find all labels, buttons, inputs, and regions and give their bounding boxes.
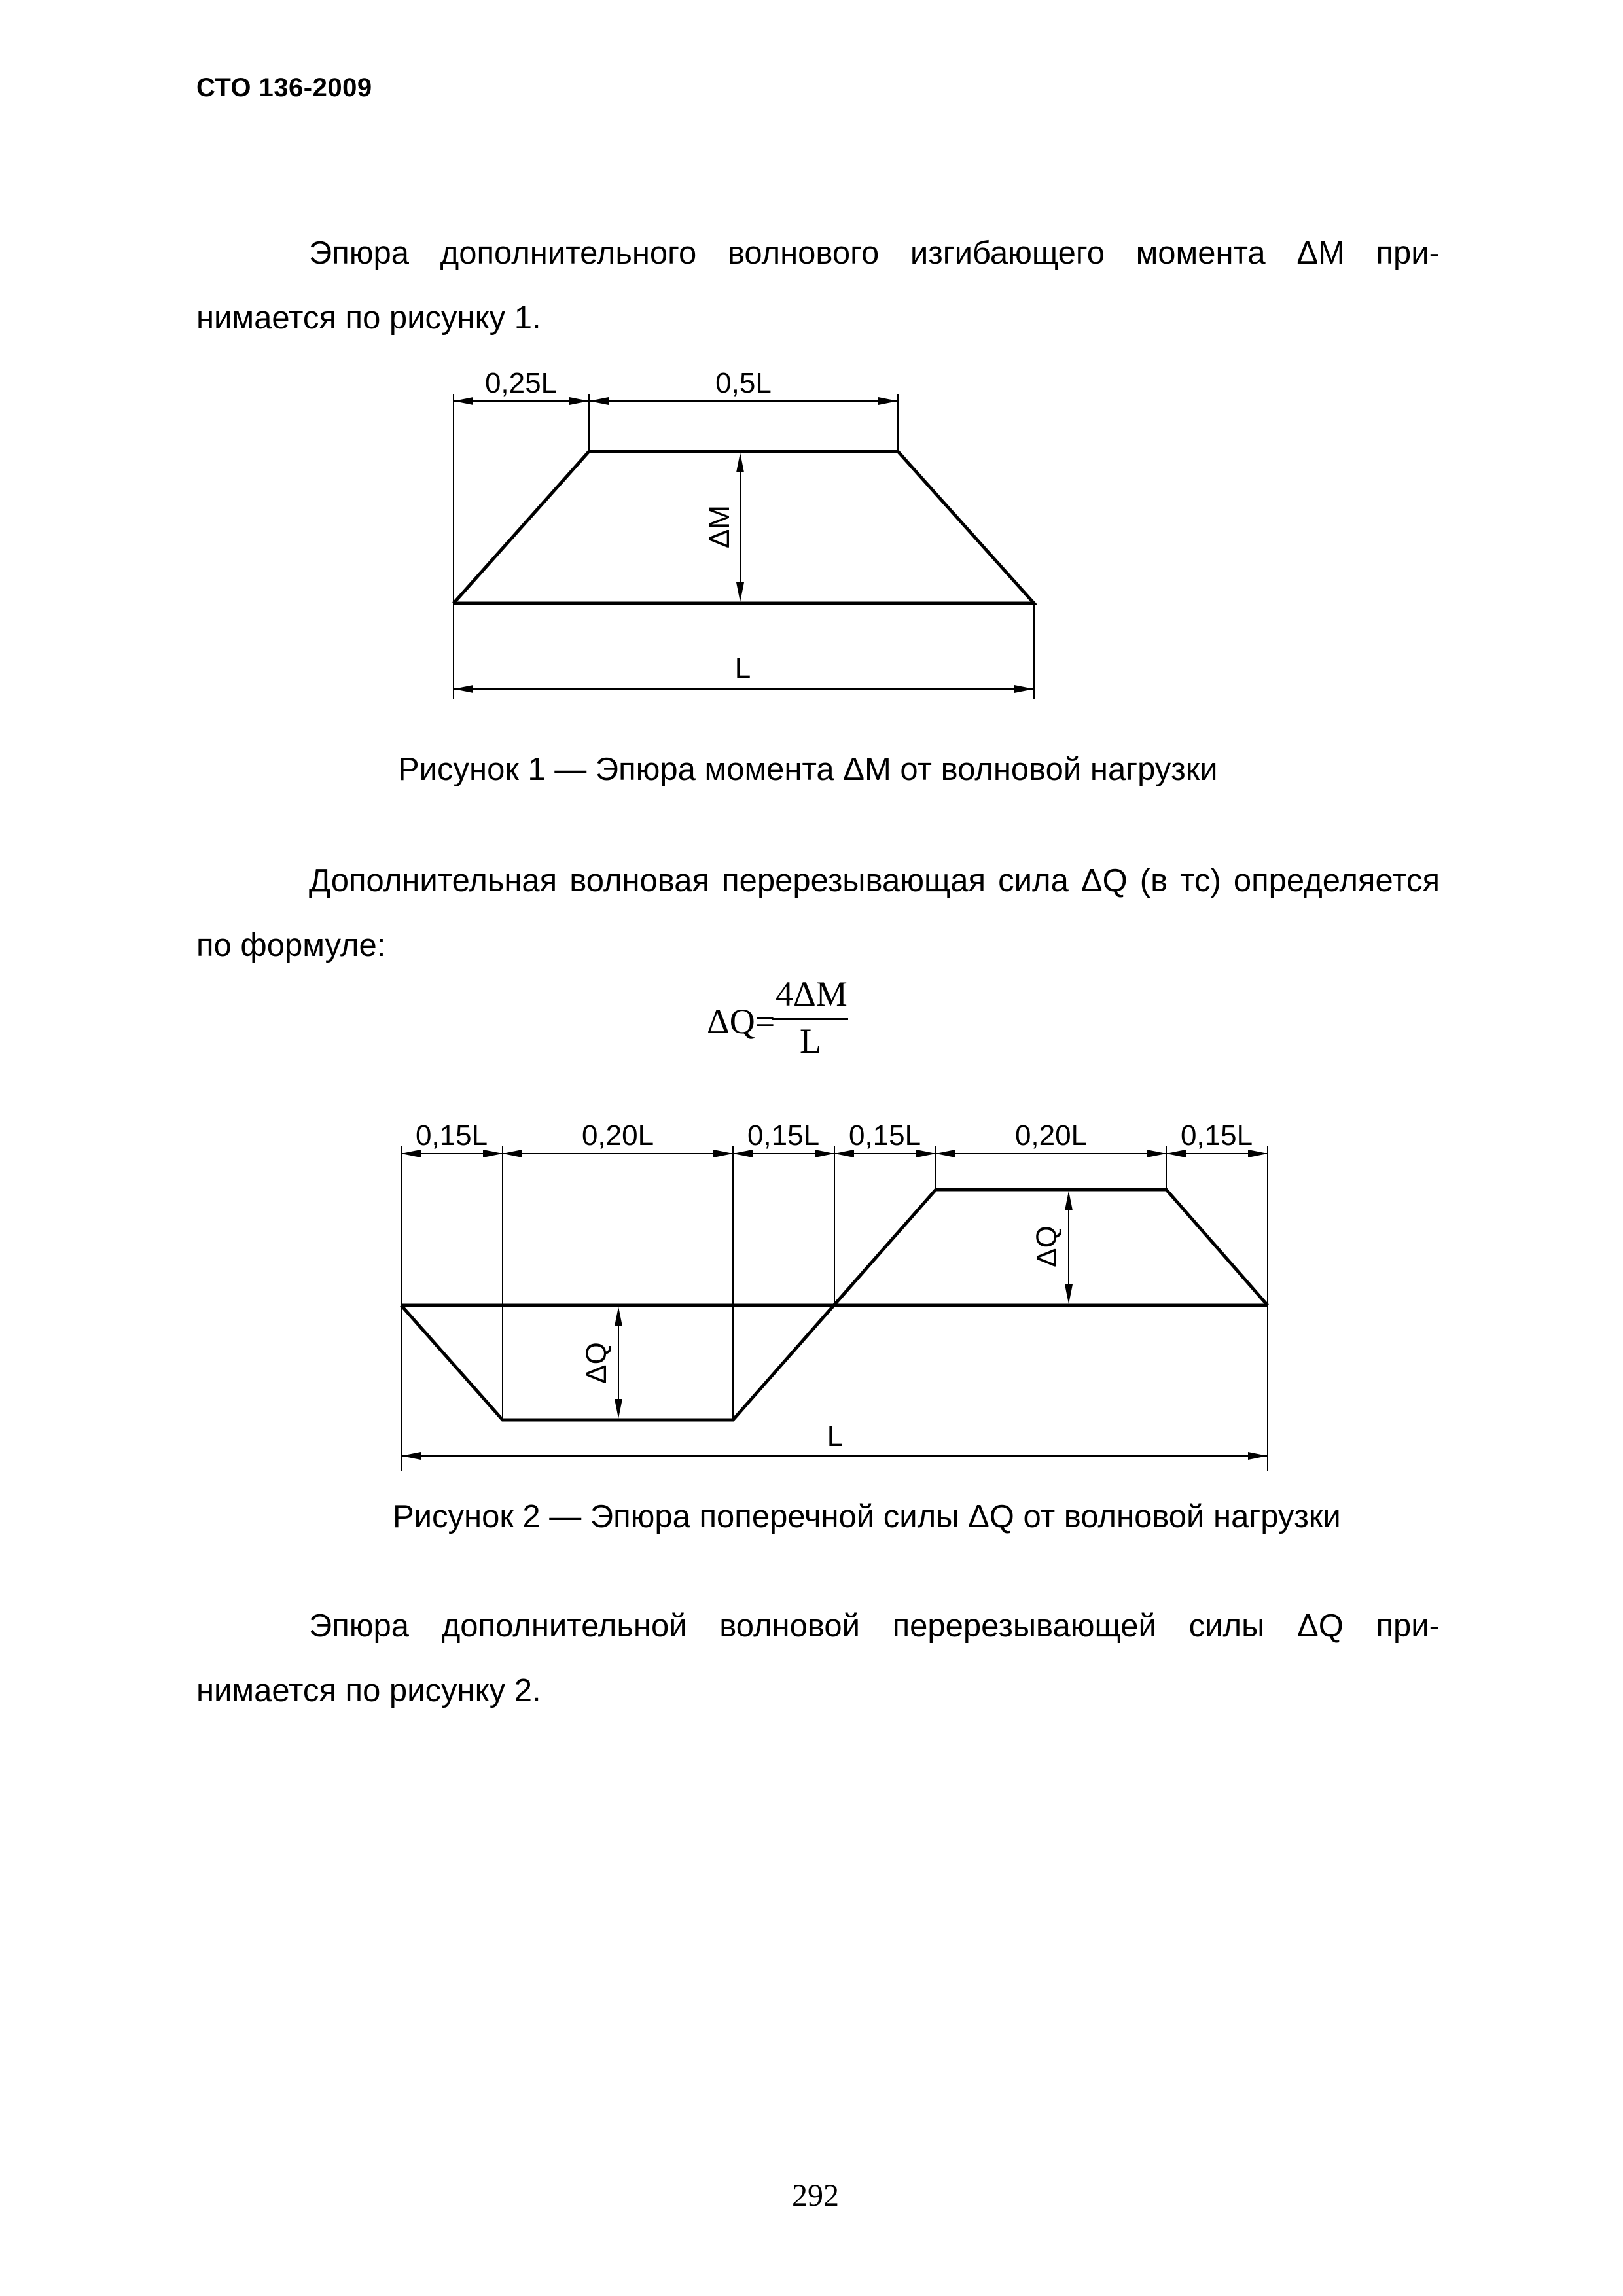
paragraph-2-line-2: по формуле:	[196, 928, 386, 963]
arrow-icon	[736, 453, 744, 472]
arrow-icon	[1065, 1284, 1073, 1304]
dim-label-middle: 0,5L	[715, 367, 772, 399]
arrow-icon	[878, 397, 898, 405]
shear-label-upper: ΔQ	[1031, 1226, 1063, 1267]
arrow-icon	[615, 1399, 622, 1419]
formula-lhs: ΔQ=	[707, 1002, 776, 1041]
arrow-icon	[569, 397, 589, 405]
length-label: L	[734, 652, 751, 684]
paragraph-3-line-1: Эпюра дополнительной волновой перерезывающей силы ΔQ при-	[309, 1608, 1440, 1644]
paragraph-1-line-2: нимается по рисунку 1.	[196, 300, 541, 336]
moment-label: ΔМ	[704, 504, 736, 549]
paragraph-3	[196, 1594, 1440, 1723]
dim-label-3: 0,15L	[747, 1120, 820, 1152]
figure-2-diagram	[393, 1106, 1296, 1472]
arrow-icon	[615, 1307, 622, 1326]
dim-label-2: 0,20L	[581, 1120, 654, 1152]
length-label: L	[827, 1421, 844, 1453]
moment-epure-trapezoid	[454, 451, 1034, 603]
formula-numerator: 4ΔM	[776, 974, 847, 1014]
paragraph-2-line-1: Дополнительная волновая перерезывающая сила ΔQ (в тс) определяется	[309, 863, 1440, 898]
arrow-icon	[1248, 1452, 1268, 1460]
paragraph-2	[196, 849, 1440, 978]
arrow-icon	[401, 1452, 421, 1460]
paragraph-1-line-1: Эпюра дополнительного волнового изгибающего момента ΔМ при-	[309, 236, 1440, 271]
arrow-icon	[454, 685, 473, 693]
figure-1-caption: Рисунок 1 — Эпюра момента ΔМ от волновой нагрузки	[398, 752, 1218, 787]
arrow-icon	[503, 1150, 522, 1157]
arrow-icon	[1014, 685, 1034, 693]
shear-label-lower: ΔQ	[580, 1342, 613, 1384]
formula-delta-q	[707, 974, 857, 1065]
paragraph-3-line-2: нимается по рисунку 2.	[196, 1673, 541, 1708]
arrow-icon	[589, 397, 609, 405]
formula-denominator: L	[800, 1021, 821, 1061]
arrow-icon	[1065, 1191, 1073, 1210]
dim-label-left: 0,25L	[484, 367, 558, 399]
figure-1-diagram	[445, 357, 1060, 710]
dim-label-6: 0,15L	[1180, 1120, 1253, 1152]
fraction-bar	[772, 1018, 848, 1020]
document-code: СТО 136-2009	[196, 73, 372, 102]
page-number: 292	[792, 2178, 839, 2213]
figure-2-caption: Рисунок 2 — Эпюра поперечной силы ΔQ от волновой нагрузки	[393, 1499, 1341, 1534]
arrow-icon	[736, 582, 744, 602]
arrow-icon	[454, 397, 473, 405]
dim-label-1: 0,15L	[415, 1120, 488, 1152]
paragraph-1	[196, 221, 1440, 351]
dim-label-5: 0,20L	[1014, 1120, 1088, 1152]
arrow-icon	[1147, 1150, 1166, 1157]
arrow-icon	[936, 1150, 955, 1157]
arrow-icon	[713, 1150, 733, 1157]
dim-label-4: 0,15L	[848, 1120, 921, 1152]
